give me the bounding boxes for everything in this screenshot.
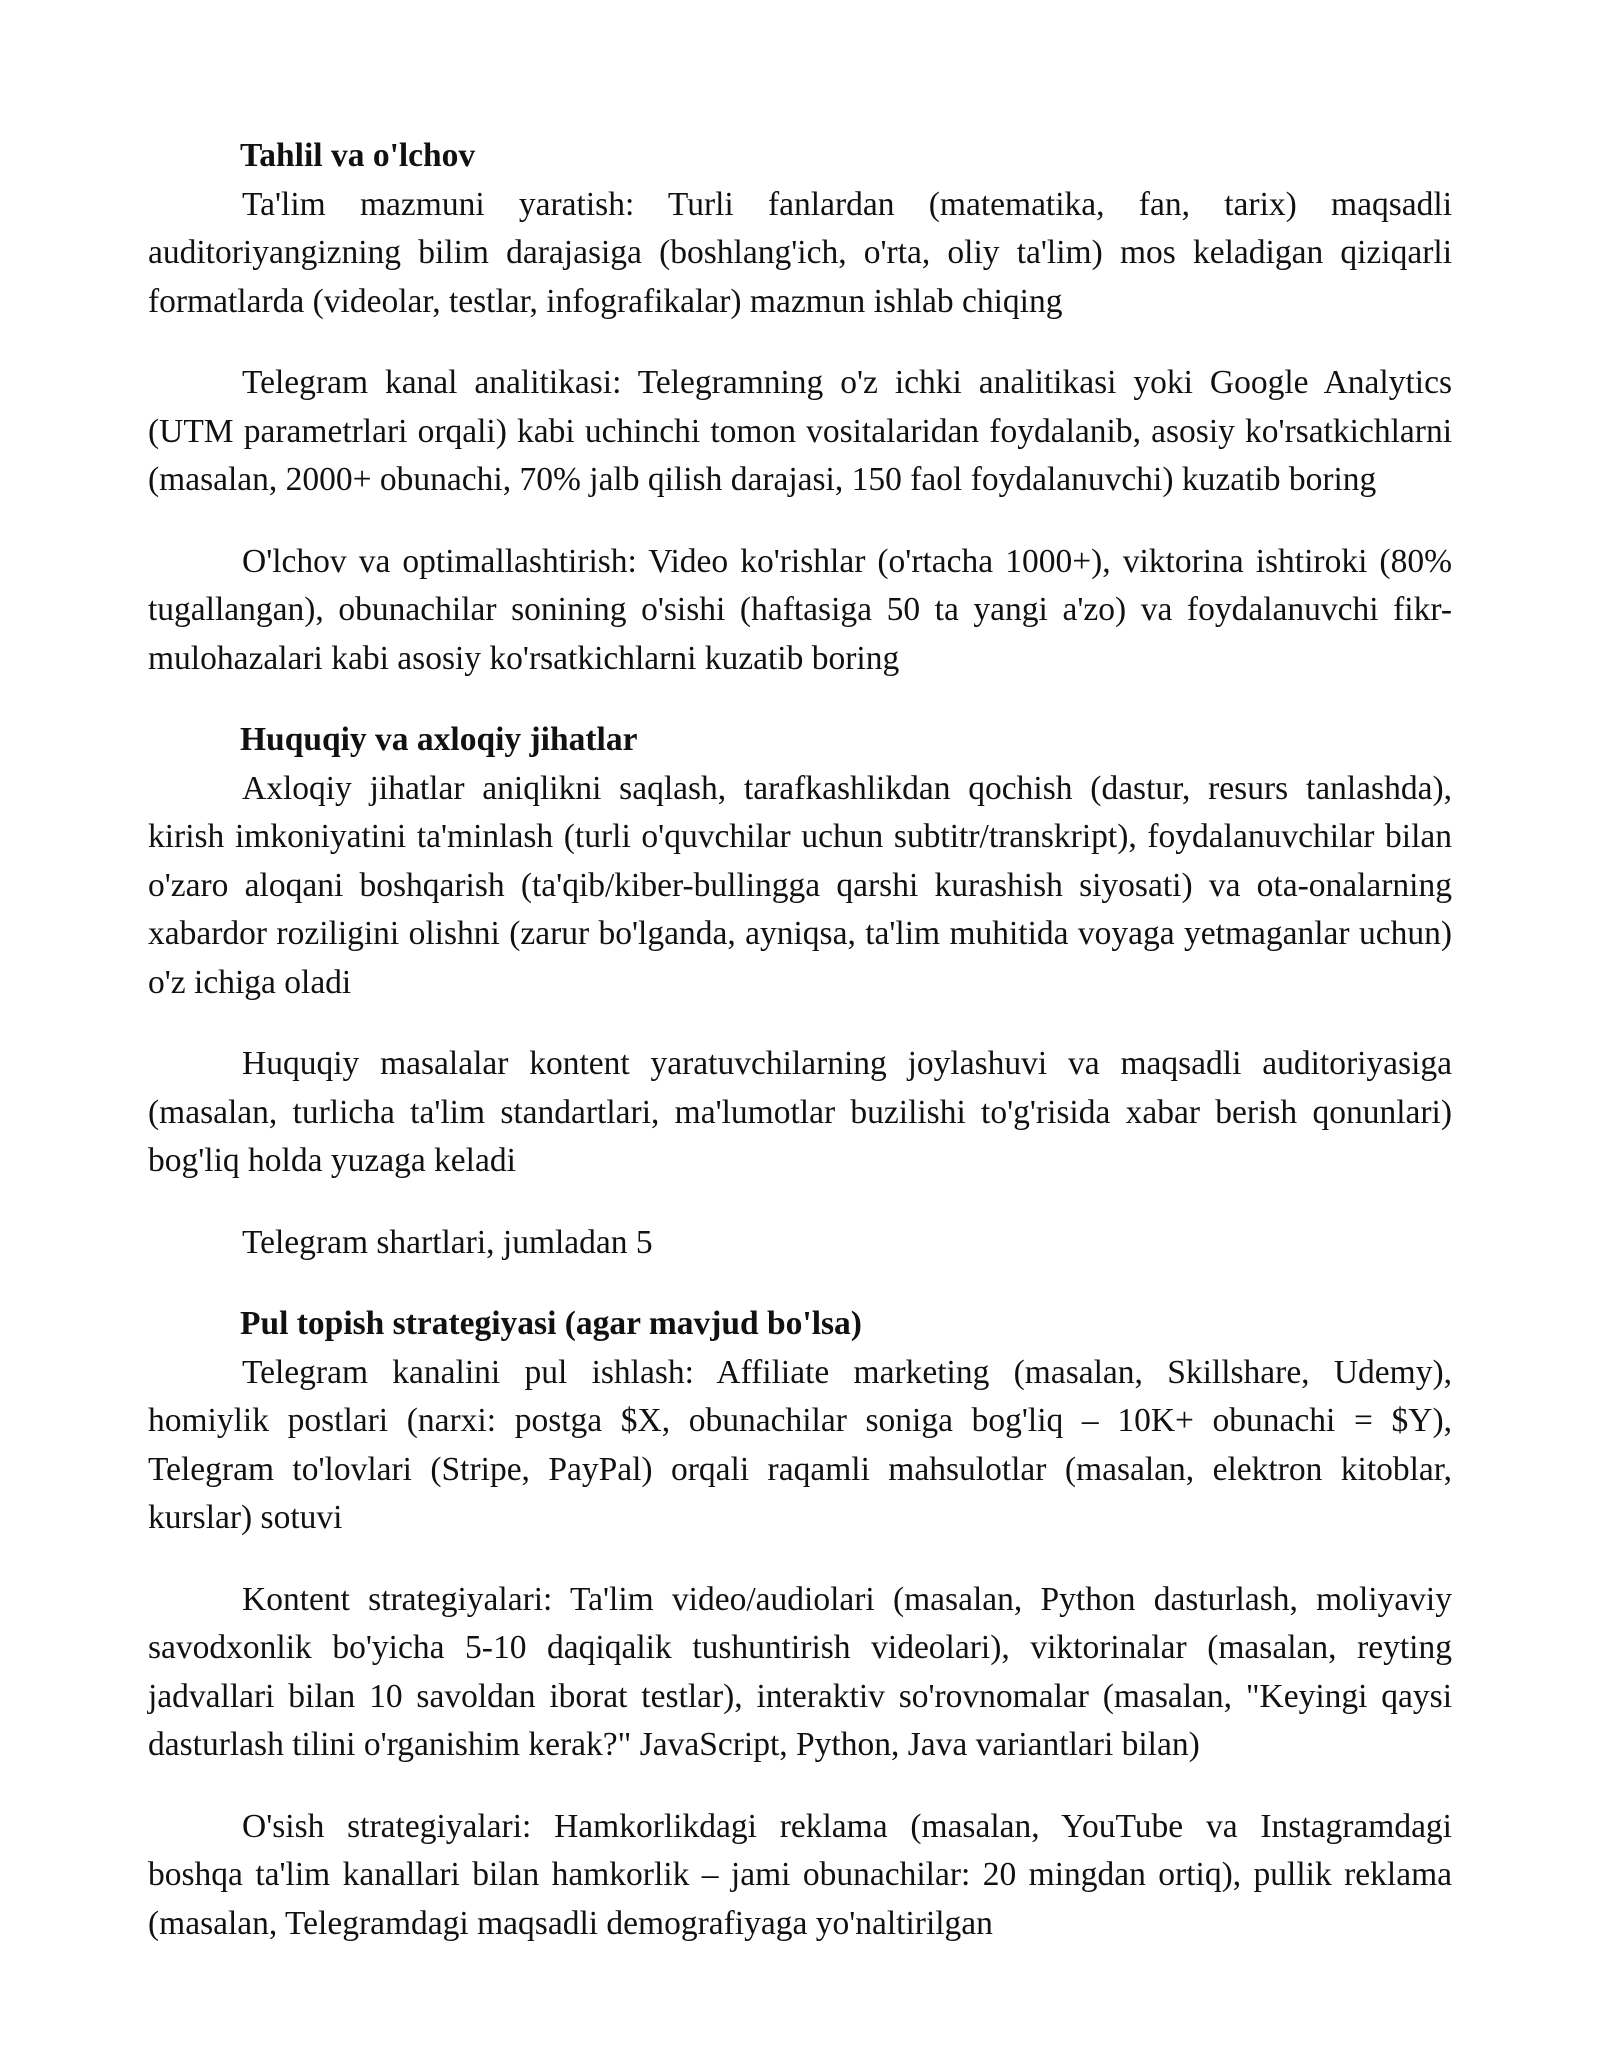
paragraph-measurement-optimization: O'lchov va optimallashtirish: Video ko'rishlar (o'rtacha 1000+), viktorina ishtiroki (80% tugallangan), obunachilar sonining o'sishi (haftasiga 50 ta yangi a'zo) va foydalanuvchi fikr-mulohazalari kabi asosiy ko'rsatkichlarni kuzatib boring: [148, 542, 1452, 677]
paragraph-growth-strategies: O'sish strategiyalari: Hamkorlikdagi reklama (masalan, YouTube va Instagramdagi boshqa ta'lim kanallari bilan hamkorlik – jami obunachilar: 20 mingdan ortiq), pullik reklama (masalan, Telegramdagi maqsadli demografiyaga yo'naltirilgan: [148, 1807, 1452, 1942]
paragraph-legal-issues: Huquqiy masalalar kontent yaratuvchilarning joylashuvi va maqsadli auditoriyasiga (masalan, turlicha ta'lim standartlari, ma'lumotlar buzilishi to'g'risida xabar berish qonunlari) bog'liq holda yuzaga keladi: [148, 1045, 1452, 1179]
section-heading-analytics: Tahlil va o'lchov: [240, 137, 476, 174]
paragraph-monetization: Telegram kanalini pul ishlash: Affiliate marketing (masalan, Skillshare, Udemy), homiylik postlari (narxi: postga $X, obunachilar soniga bog'liq – 10K+ obunachi = $Y), Telegram to'lovlari (Stripe, PayPal) orqali raqamli mahsulotlar (masalan, elektron kitoblar, kurslar) sotuvi: [148, 1353, 1452, 1536]
section-heading-monetization: Pul topish strategiyasi (agar mavjud bo'lsa): [240, 1305, 862, 1342]
paragraph-content-creation: Ta'lim mazmuni yaratish: Turli fanlardan (matematika, fan, tarix) maqsadli auditoriyangizning bilim darajasiga (boshlang'ich, o'rta, oliy ta'lim) mos keladigan qiziqarli formatlarda (videolar, testlar, infografikalar) mazmun ishlab chiqing: [148, 185, 1452, 320]
paragraph-content-strategies: Kontent strategiyalari: Ta'lim video/audiolari (masalan, Python dasturlash, moliyaviy savodxonlik bo'yicha 5-10 daqiqalik tushuntirish videolari), viktorinalar (masalan, reyting jadvallari bilan 10 savoldan iborat testlar), interaktiv so'rovnomalar (masalan, "Keyingi qaysi dasturlash tilini o'rganishim kerak?" JavaScript, Python, Java variantlari bilan): [148, 1580, 1452, 1763]
document-body: [148, 132, 1452, 1981]
paragraph-ethical-aspects: Axloqiy jihatlar aniqlikni saqlash, tarafkashlikdan qochish (dastur, resurs tanlashda), kirish imkoniyatini ta'minlash (turli o'quvchilar uchun subtitr/transkript), foydalanuvchilar bilan o'zaro aloqani boshqarish (ta'qib/kiber-bullingga qarshi kurashish siyosati) va ota-onalarning xabardor roziligini olishni (zarur bo'lganda, ayniqsa, ta'lim muhitida voyaga yetmaganlar uchun) o'z ichiga oladi: [148, 769, 1452, 1001]
paragraph-telegram-terms: Telegram shartlari, jumladan 5: [242, 1223, 653, 1261]
paragraph-channel-analytics: Telegram kanal analitikasi: Telegramning o'z ichki analitikasi yoki Google Analytics (UTM parametrlari orqali) kabi uchinchi tomon vositalaridan foydalanib, asosiy ko'rsatkichlarni (masalan, 2000+ obunachi, 70% jalb qilish darajasi, 150 faol foydalanuvchi) kuzatib boring: [148, 364, 1452, 498]
section-heading-legal-ethical: Huquqiy va axloqiy jihatlar: [240, 721, 638, 758]
